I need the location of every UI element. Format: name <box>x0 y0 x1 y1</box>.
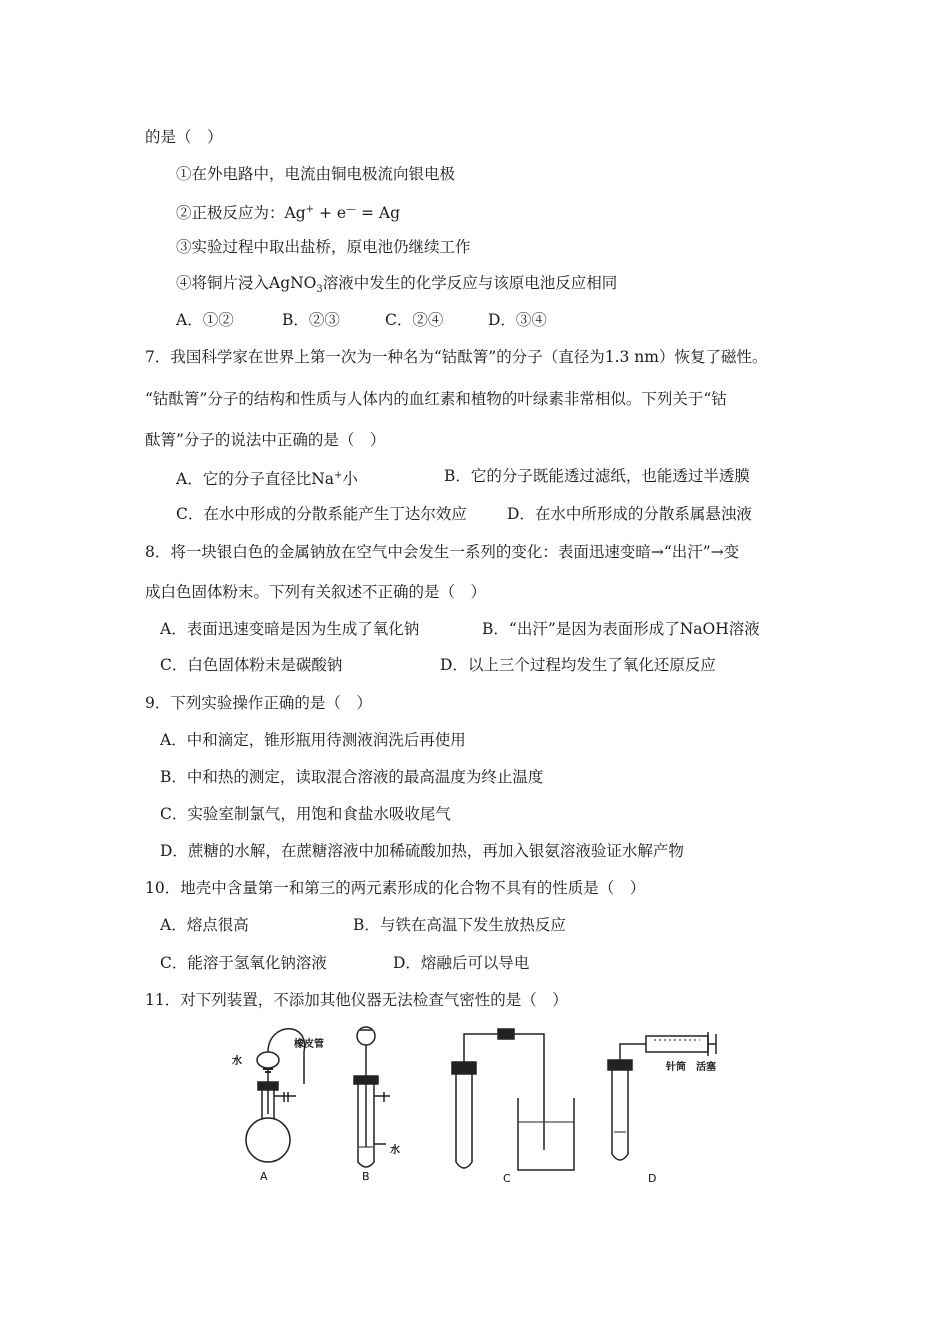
q7-option-c: C．在水中形成的分散系能产生丁达尔效应 <box>176 505 467 523</box>
q10-stem: 10．地壳中含量第一和第三的两元素形成的化合物不具有的性质是（ ） <box>145 879 646 897</box>
q10-option-d: D．熔融后可以导电 <box>393 954 530 972</box>
q6-statement-3: ③实验过程中取出盐桥，原电池仍继续工作 <box>176 238 471 256</box>
q6-option-c: C．②④ <box>385 311 444 329</box>
label-water-a: 水 <box>232 1056 242 1067</box>
apparatus-c-tube-beaker <box>452 1029 574 1170</box>
q10-option-a: A．熔点很高 <box>160 916 249 934</box>
q7-stem-line-2: “钴酞箐”分子的结构和性质与人体内的血红素和植物的叶绿素非常相似。下列关于“钴 <box>145 390 727 408</box>
q9-option-b: B．中和热的测定，读取混合溶液的最高温度为终止温度 <box>160 768 544 786</box>
caption-c: C <box>503 1172 511 1185</box>
label-rubber-tube: 橡皮管 <box>294 1039 324 1050</box>
q7-stem-line-3: 酞箐”分子的说法中正确的是（ ） <box>145 431 386 449</box>
q6-statement-4: ④将铜片浸入AgNO$_3$溶液中发生的化学反应与该原电池反应相同 <box>176 274 618 296</box>
q8-stem-line-1: 8．将一块银白色的金属钠放在空气中会发生一系列的变化：表面迅速变暗→“出汗”→变 <box>145 543 740 561</box>
label-water-b: 水 <box>390 1145 400 1156</box>
q10-option-c: C．能溶于氢氧化钠溶液 <box>160 954 327 972</box>
apparatus-b-test-tube <box>354 1027 390 1167</box>
q6-stem-tail: 的是（ ） <box>145 128 223 146</box>
caption-d: D <box>648 1172 657 1185</box>
caption-b: B <box>362 1170 370 1183</box>
q7-option-b: B．它的分子既能透过滤纸，也能透过半透膜 <box>444 467 750 485</box>
apparatus-figure <box>200 1022 740 1192</box>
q8-option-c: C．白色固体粉末是碳酸钠 <box>160 656 343 674</box>
q8-option-b: B．“出汗”是因为表面形成了NaOH溶液 <box>482 620 760 638</box>
q11-stem: 11．对下列装置，不添加其他仪器无法检查气密性的是（ ） <box>145 991 568 1009</box>
q9-option-a: A．中和滴定，锥形瓶用待测液润洗后再使用 <box>160 731 466 749</box>
q8-stem-line-2: 成白色固体粉末。下列有关叙述不正确的是（ ） <box>145 583 487 601</box>
q6-option-b: B．②③ <box>282 311 340 329</box>
q9-option-c: C．实验室制氯气，用饱和食盐水吸收尾气 <box>160 805 451 823</box>
q6-option-a: A．①② <box>176 311 234 329</box>
apparatus-d-syringe <box>608 1032 716 1160</box>
q9-stem: 9．下列实验操作正确的是（ ） <box>145 694 372 712</box>
q6-statement-1: ①在外电路中，电流由铜电极流向银电极 <box>176 165 456 183</box>
label-syringe: 针筒 <box>666 1062 686 1073</box>
label-plunger: 活塞 <box>696 1062 716 1073</box>
q10-option-b: B．与铁在高温下发生放热反应 <box>353 916 566 934</box>
q8-option-a: A．表面迅速变暗是因为生成了氧化钠 <box>160 620 420 638</box>
caption-a: A <box>260 1170 268 1183</box>
q7-option-d: D．在水中所形成的分散系属悬浊液 <box>507 505 752 523</box>
q6-statement-2: ②正极反应为：Ag+ + e— = Ag <box>176 204 400 223</box>
q8-option-d: D．以上三个过程均发生了氧化还原反应 <box>440 656 716 674</box>
q9-option-d: D．蔗糖的水解，在蔗糖溶液中加稀硫酸加热，再加入银氨溶液验证水解产物 <box>160 842 684 860</box>
q6-option-d: D．③④ <box>488 311 547 329</box>
q7-stem-line-1: 7．我国科学家在世界上第一次为一种名为“钴酞箐”的分子（直径为1.3 nm）恢复了磁性。 <box>145 348 768 366</box>
q7-option-a: A．它的分子直径比Na+小 <box>176 470 358 489</box>
